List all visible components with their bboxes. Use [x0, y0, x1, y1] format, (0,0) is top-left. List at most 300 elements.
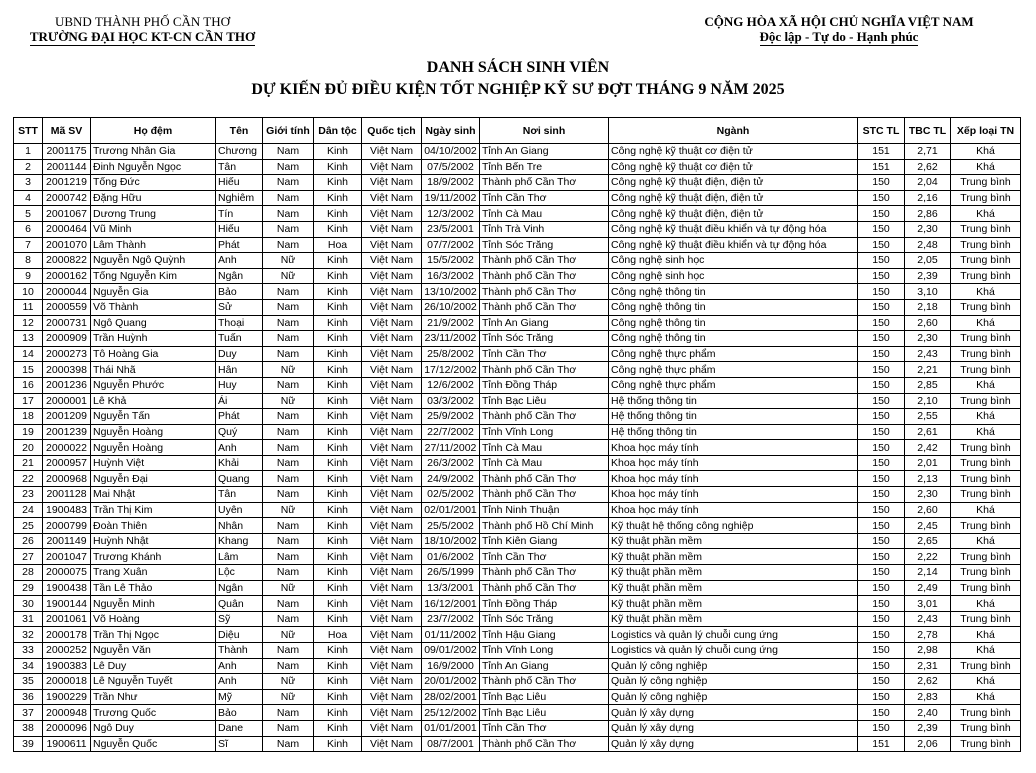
cell-gender: Nữ: [263, 627, 314, 643]
table-row: [14, 502, 1021, 518]
cell-last-middle-name: Trương Khánh: [91, 549, 216, 565]
cell-nationality: Việt Nam: [362, 471, 422, 487]
table-row: [14, 315, 1021, 331]
cell-last-middle-name: Võ Thành: [91, 299, 216, 315]
cell-nationality: Việt Nam: [362, 705, 422, 721]
cell-nationality: Việt Nam: [362, 720, 422, 736]
table-row: [14, 611, 1021, 627]
cell-classification: Trung bình: [951, 440, 1021, 456]
table-row: [14, 175, 1021, 191]
cell-classification: Trung bình: [951, 268, 1021, 284]
table-row: [14, 221, 1021, 237]
cell-student-id: 2000044: [43, 284, 91, 300]
cell-first-name: Phát: [216, 237, 263, 253]
cell-major: Quản lý công nghiệp: [609, 689, 858, 705]
cell-first-name: Khải: [216, 455, 263, 471]
table-row: [14, 346, 1021, 362]
cell-gender: Nữ: [263, 674, 314, 690]
cell-credits: 150: [858, 471, 905, 487]
cell-major: Kỹ thuật phần mềm: [609, 549, 858, 565]
cell-stt: 23: [14, 487, 43, 503]
header-stt: STT: [14, 118, 43, 144]
cell-gender: Nam: [263, 284, 314, 300]
cell-birth-place: Tỉnh Đồng Tháp: [480, 596, 609, 612]
cell-birth-place: Thành phố Cần Thơ: [480, 674, 609, 690]
cell-student-id: 2001236: [43, 377, 91, 393]
table-row: [14, 253, 1021, 269]
cell-last-middle-name: Tần Lê Thảo: [91, 580, 216, 596]
cell-major: Công nghệ kỹ thuật cơ điện tử: [609, 144, 858, 160]
table-row: [14, 549, 1021, 565]
cell-stt: 27: [14, 549, 43, 565]
cell-first-name: Duy: [216, 346, 263, 362]
cell-credits: 150: [858, 409, 905, 425]
cell-credits: 150: [858, 533, 905, 549]
cell-first-name: Thoại: [216, 315, 263, 331]
cell-stt: 15: [14, 362, 43, 378]
table-row: [14, 409, 1021, 425]
cell-credits: 150: [858, 705, 905, 721]
cell-last-middle-name: Trần Như: [91, 689, 216, 705]
cell-classification: Trung bình: [951, 299, 1021, 315]
cell-birth-date: 26/5/1999: [422, 565, 480, 581]
cell-classification: Trung bình: [951, 175, 1021, 191]
cell-first-name: Anh: [216, 674, 263, 690]
cell-nationality: Việt Nam: [362, 658, 422, 674]
table-row: [14, 689, 1021, 705]
cell-gender: Nam: [263, 159, 314, 175]
cell-nationality: Việt Nam: [362, 487, 422, 503]
cell-birth-date: 02/5/2002: [422, 487, 480, 503]
cell-birth-place: Tỉnh Bạc Liêu: [480, 393, 609, 409]
cell-stt: 10: [14, 284, 43, 300]
cell-classification: Khá: [951, 409, 1021, 425]
cell-ethnicity: Kinh: [314, 424, 362, 440]
cell-last-middle-name: Mai Nhật: [91, 487, 216, 503]
cell-student-id: 2000252: [43, 643, 91, 659]
cell-major: Công nghệ kỹ thuật điện, điện tử: [609, 175, 858, 191]
cell-birth-date: 23/7/2002: [422, 611, 480, 627]
cell-gender: Nữ: [263, 362, 314, 378]
cell-stt: 18: [14, 409, 43, 425]
cell-ethnicity: Kinh: [314, 377, 362, 393]
cell-credits: 150: [858, 424, 905, 440]
cell-stt: 16: [14, 377, 43, 393]
cell-gpa: 2,39: [905, 720, 951, 736]
cell-first-name: Ái: [216, 393, 263, 409]
cell-ethnicity: Kinh: [314, 144, 362, 160]
cell-first-name: Bảo: [216, 284, 263, 300]
cell-credits: 150: [858, 190, 905, 206]
header-major: Ngành: [609, 118, 858, 144]
cell-nationality: Việt Nam: [362, 643, 422, 659]
cell-birth-date: 26/3/2002: [422, 455, 480, 471]
cell-nationality: Việt Nam: [362, 611, 422, 627]
cell-student-id: 2001239: [43, 424, 91, 440]
table-row: [14, 159, 1021, 175]
cell-birth-date: 26/10/2002: [422, 299, 480, 315]
cell-birth-place: Tỉnh Cần Thơ: [480, 346, 609, 362]
cell-major: Khoa học máy tính: [609, 440, 858, 456]
cell-last-middle-name: Trương Nhân Gia: [91, 144, 216, 160]
cell-gender: Nam: [263, 144, 314, 160]
cell-student-id: 1900144: [43, 596, 91, 612]
cell-gpa: 2,22: [905, 549, 951, 565]
cell-first-name: Nhân: [216, 518, 263, 534]
cell-stt: 9: [14, 268, 43, 284]
cell-nationality: Việt Nam: [362, 253, 422, 269]
cell-credits: 150: [858, 580, 905, 596]
cell-gpa: 2,16: [905, 190, 951, 206]
cell-classification: Khá: [951, 144, 1021, 160]
cell-ethnicity: Kinh: [314, 596, 362, 612]
cell-ethnicity: Kinh: [314, 643, 362, 659]
cell-major: Công nghệ thông tin: [609, 284, 858, 300]
cell-classification: Khá: [951, 689, 1021, 705]
table-header-row: [14, 118, 1021, 144]
cell-birth-place: Thành phố Cần Thơ: [480, 299, 609, 315]
cell-ethnicity: Kinh: [314, 440, 362, 456]
cell-birth-date: 18/9/2002: [422, 175, 480, 191]
cell-stt: 8: [14, 253, 43, 269]
document-title: [0, 57, 1036, 101]
cell-classification: Trung bình: [951, 518, 1021, 534]
cell-major: Hệ thống thông tin: [609, 393, 858, 409]
student-table: [13, 117, 1021, 752]
cell-stt: 38: [14, 720, 43, 736]
cell-gender: Nam: [263, 596, 314, 612]
cell-nationality: Việt Nam: [362, 315, 422, 331]
cell-classification: Khá: [951, 502, 1021, 518]
header-student-id: Mã SV: [43, 118, 91, 144]
cell-birth-date: 24/9/2002: [422, 471, 480, 487]
cell-birth-place: Tỉnh Cà Mau: [480, 455, 609, 471]
cell-credits: 150: [858, 627, 905, 643]
cell-first-name: Tân: [216, 487, 263, 503]
cell-birth-place: Tỉnh An Giang: [480, 144, 609, 160]
cell-birth-place: Thành phố Hồ Chí Minh: [480, 518, 609, 534]
table-row: [14, 190, 1021, 206]
cell-last-middle-name: Lê Duy: [91, 658, 216, 674]
cell-birth-place: Tỉnh Bạc Liêu: [480, 689, 609, 705]
cell-ethnicity: Kinh: [314, 221, 362, 237]
cell-birth-date: 08/7/2001: [422, 736, 480, 752]
cell-gpa: 2,43: [905, 346, 951, 362]
cell-birth-date: 01/01/2001: [422, 720, 480, 736]
cell-birth-place: Thành phố Cần Thơ: [480, 362, 609, 378]
cell-stt: 28: [14, 565, 43, 581]
cell-birth-place: Tỉnh Bạc Liêu: [480, 705, 609, 721]
cell-student-id: 2000001: [43, 393, 91, 409]
table-row: [14, 471, 1021, 487]
cell-gpa: 2,30: [905, 221, 951, 237]
cell-credits: 150: [858, 237, 905, 253]
cell-credits: 150: [858, 455, 905, 471]
cell-ethnicity: Kinh: [314, 315, 362, 331]
header-left: [20, 14, 265, 46]
cell-gender: Nam: [263, 533, 314, 549]
cell-stt: 33: [14, 643, 43, 659]
cell-gender: Nam: [263, 237, 314, 253]
cell-birth-place: Tỉnh Cà Mau: [480, 440, 609, 456]
cell-last-middle-name: Trần Thị Kim: [91, 502, 216, 518]
cell-major: Quản lý xây dựng: [609, 705, 858, 721]
cell-gpa: 2,42: [905, 440, 951, 456]
cell-stt: 22: [14, 471, 43, 487]
cell-ethnicity: Kinh: [314, 409, 362, 425]
cell-ethnicity: Kinh: [314, 502, 362, 518]
cell-credits: 150: [858, 502, 905, 518]
cell-stt: 25: [14, 518, 43, 534]
cell-birth-place: Tỉnh Sóc Trăng: [480, 331, 609, 347]
cell-nationality: Việt Nam: [362, 299, 422, 315]
cell-classification: Trung bình: [951, 190, 1021, 206]
country-name: CỘNG HÒA XÃ HỘI CHỦ NGHĨA VIỆT NAM: [704, 14, 974, 29]
cell-classification: Khá: [951, 315, 1021, 331]
cell-credits: 150: [858, 377, 905, 393]
cell-nationality: Việt Nam: [362, 440, 422, 456]
cell-gender: Nam: [263, 455, 314, 471]
cell-nationality: Việt Nam: [362, 144, 422, 160]
cell-last-middle-name: Nguyễn Hoàng: [91, 440, 216, 456]
cell-stt: 31: [14, 611, 43, 627]
cell-first-name: Quân: [216, 596, 263, 612]
cell-student-id: 2000075: [43, 565, 91, 581]
cell-birth-date: 04/10/2002: [422, 144, 480, 160]
cell-student-id: 1900483: [43, 502, 91, 518]
cell-birth-date: 20/01/2002: [422, 674, 480, 690]
cell-last-middle-name: Nguyễn Minh: [91, 596, 216, 612]
cell-nationality: Việt Nam: [362, 206, 422, 222]
cell-nationality: Việt Nam: [362, 362, 422, 378]
cell-major: Công nghệ thông tin: [609, 331, 858, 347]
cell-last-middle-name: Trang Xuân: [91, 565, 216, 581]
cell-birth-place: Tỉnh Ninh Thuận: [480, 502, 609, 518]
cell-last-middle-name: Vũ Minh: [91, 221, 216, 237]
cell-birth-place: Tỉnh Vĩnh Long: [480, 643, 609, 659]
cell-student-id: 2001070: [43, 237, 91, 253]
cell-nationality: Việt Nam: [362, 268, 422, 284]
table-row: [14, 206, 1021, 222]
cell-gender: Nam: [263, 315, 314, 331]
cell-ethnicity: Kinh: [314, 518, 362, 534]
cell-gender: Nam: [263, 658, 314, 674]
cell-birth-place: Thành phố Cần Thơ: [480, 471, 609, 487]
table-row: [14, 736, 1021, 752]
cell-nationality: Việt Nam: [362, 284, 422, 300]
cell-classification: Khá: [951, 284, 1021, 300]
cell-first-name: Sĩ: [216, 736, 263, 752]
cell-credits: 150: [858, 518, 905, 534]
cell-credits: 150: [858, 658, 905, 674]
cell-student-id: 2000398: [43, 362, 91, 378]
cell-student-id: 2000742: [43, 190, 91, 206]
cell-nationality: Việt Nam: [362, 159, 422, 175]
cell-first-name: Khang: [216, 533, 263, 549]
motto: [696, 29, 982, 46]
cell-gpa: 2,61: [905, 424, 951, 440]
cell-classification: Khá: [951, 377, 1021, 393]
table-row: [14, 440, 1021, 456]
cell-stt: 35: [14, 674, 43, 690]
cell-first-name: Hiếu: [216, 221, 263, 237]
cell-last-middle-name: Trần Huỳnh: [91, 331, 216, 347]
cell-birth-place: Thành phố Cần Thơ: [480, 565, 609, 581]
cell-gender: Nam: [263, 190, 314, 206]
cell-gpa: 2,62: [905, 159, 951, 175]
cell-major: Công nghệ thực phẩm: [609, 346, 858, 362]
cell-gpa: 2,21: [905, 362, 951, 378]
cell-major: Khoa học máy tính: [609, 487, 858, 503]
cell-nationality: Việt Nam: [362, 346, 422, 362]
cell-stt: 5: [14, 206, 43, 222]
cell-nationality: Việt Nam: [362, 455, 422, 471]
cell-birth-date: 02/01/2001: [422, 502, 480, 518]
cell-birth-date: 16/12/2001: [422, 596, 480, 612]
cell-gender: Nữ: [263, 253, 314, 269]
table-row: [14, 720, 1021, 736]
cell-major: Công nghệ kỹ thuật điều khiển và tự động hóa: [609, 221, 858, 237]
cell-credits: 150: [858, 346, 905, 362]
cell-birth-date: 23/5/2001: [422, 221, 480, 237]
cell-last-middle-name: Nguyễn Phước: [91, 377, 216, 393]
cell-nationality: Việt Nam: [362, 596, 422, 612]
cell-nationality: Việt Nam: [362, 549, 422, 565]
table-row: [14, 518, 1021, 534]
cell-classification: Khá: [951, 596, 1021, 612]
cell-stt: 14: [14, 346, 43, 362]
cell-credits: 150: [858, 596, 905, 612]
cell-gpa: 2,60: [905, 315, 951, 331]
cell-birth-place: Tỉnh Cần Thơ: [480, 190, 609, 206]
cell-gpa: 2,31: [905, 658, 951, 674]
cell-ethnicity: Kinh: [314, 159, 362, 175]
cell-nationality: Việt Nam: [362, 518, 422, 534]
cell-gpa: 2,86: [905, 206, 951, 222]
cell-student-id: 2001149: [43, 533, 91, 549]
cell-credits: 150: [858, 268, 905, 284]
school-name: [20, 29, 265, 46]
cell-gender: Nam: [263, 377, 314, 393]
cell-last-middle-name: Huỳnh Nhật: [91, 533, 216, 549]
cell-ethnicity: Kinh: [314, 580, 362, 596]
cell-gpa: 2,13: [905, 471, 951, 487]
cell-first-name: Ngân: [216, 268, 263, 284]
cell-birth-date: 21/9/2002: [422, 315, 480, 331]
cell-last-middle-name: Trương Quốc: [91, 705, 216, 721]
cell-classification: Trung bình: [951, 221, 1021, 237]
table-row: [14, 658, 1021, 674]
cell-student-id: 2000178: [43, 627, 91, 643]
table-row: [14, 705, 1021, 721]
cell-stt: 34: [14, 658, 43, 674]
table-row: [14, 362, 1021, 378]
cell-student-id: 2001175: [43, 144, 91, 160]
cell-birth-date: 07/5/2002: [422, 159, 480, 175]
cell-ethnicity: Kinh: [314, 705, 362, 721]
cell-gender: Nam: [263, 705, 314, 721]
cell-last-middle-name: Tống Nguyễn Kim: [91, 268, 216, 284]
cell-first-name: Phát: [216, 409, 263, 425]
cell-gpa: 2,65: [905, 533, 951, 549]
cell-stt: 20: [14, 440, 43, 456]
cell-credits: 150: [858, 284, 905, 300]
cell-major: Khoa học máy tính: [609, 502, 858, 518]
header-last-middle-name: Họ đệm: [91, 118, 216, 144]
cell-last-middle-name: Dương Trung: [91, 206, 216, 222]
header-gender: Giới tính: [263, 118, 314, 144]
cell-student-id: 2000559: [43, 299, 91, 315]
cell-stt: 7: [14, 237, 43, 253]
cell-major: Kỹ thuật phần mềm: [609, 580, 858, 596]
cell-nationality: Việt Nam: [362, 331, 422, 347]
cell-credits: 150: [858, 674, 905, 690]
cell-credits: 150: [858, 175, 905, 191]
cell-student-id: 2001067: [43, 206, 91, 222]
cell-classification: Khá: [951, 533, 1021, 549]
table-row: [14, 580, 1021, 596]
cell-classification: Khá: [951, 674, 1021, 690]
cell-classification: Trung bình: [951, 471, 1021, 487]
cell-birth-place: Thành phố Cần Thơ: [480, 487, 609, 503]
cell-stt: 6: [14, 221, 43, 237]
cell-student-id: 2000464: [43, 221, 91, 237]
cell-nationality: Việt Nam: [362, 689, 422, 705]
cell-student-id: 2000273: [43, 346, 91, 362]
cell-gpa: 2,62: [905, 674, 951, 690]
table-row: [14, 533, 1021, 549]
cell-birth-place: Tỉnh Đồng Tháp: [480, 377, 609, 393]
cell-gpa: 3,01: [905, 596, 951, 612]
cell-classification: Trung bình: [951, 549, 1021, 565]
table-row: [14, 627, 1021, 643]
cell-credits: 151: [858, 144, 905, 160]
cell-nationality: Việt Nam: [362, 393, 422, 409]
cell-student-id: 2001047: [43, 549, 91, 565]
cell-gender: Nam: [263, 409, 314, 425]
header-right: [696, 14, 982, 46]
cell-credits: 150: [858, 315, 905, 331]
cell-last-middle-name: Nguyễn Gia: [91, 284, 216, 300]
cell-credits: 150: [858, 299, 905, 315]
cell-gender: Nữ: [263, 268, 314, 284]
cell-gpa: 3,10: [905, 284, 951, 300]
cell-student-id: 1900383: [43, 658, 91, 674]
cell-nationality: Việt Nam: [362, 190, 422, 206]
agency-name: UBND THÀNH PHỐ CẦN THƠ: [54, 14, 231, 29]
cell-first-name: Lâm: [216, 549, 263, 565]
cell-nationality: Việt Nam: [362, 221, 422, 237]
cell-gender: Nam: [263, 736, 314, 752]
cell-major: Kỹ thuật phần mềm: [609, 533, 858, 549]
cell-gpa: 2,60: [905, 502, 951, 518]
cell-classification: Khá: [951, 643, 1021, 659]
cell-major: Công nghệ kỹ thuật điện, điện tử: [609, 190, 858, 206]
cell-classification: Khá: [951, 206, 1021, 222]
cell-classification: Trung bình: [951, 580, 1021, 596]
cell-nationality: Việt Nam: [362, 424, 422, 440]
cell-birth-date: 13/3/2001: [422, 580, 480, 596]
cell-gpa: 2,01: [905, 455, 951, 471]
cell-ethnicity: Kinh: [314, 206, 362, 222]
cell-first-name: Lộc: [216, 565, 263, 581]
cell-credits: 151: [858, 159, 905, 175]
cell-ethnicity: Kinh: [314, 331, 362, 347]
cell-stt: 26: [14, 533, 43, 549]
cell-gender: Nữ: [263, 689, 314, 705]
cell-ethnicity: Hoa: [314, 237, 362, 253]
cell-ethnicity: Kinh: [314, 549, 362, 565]
